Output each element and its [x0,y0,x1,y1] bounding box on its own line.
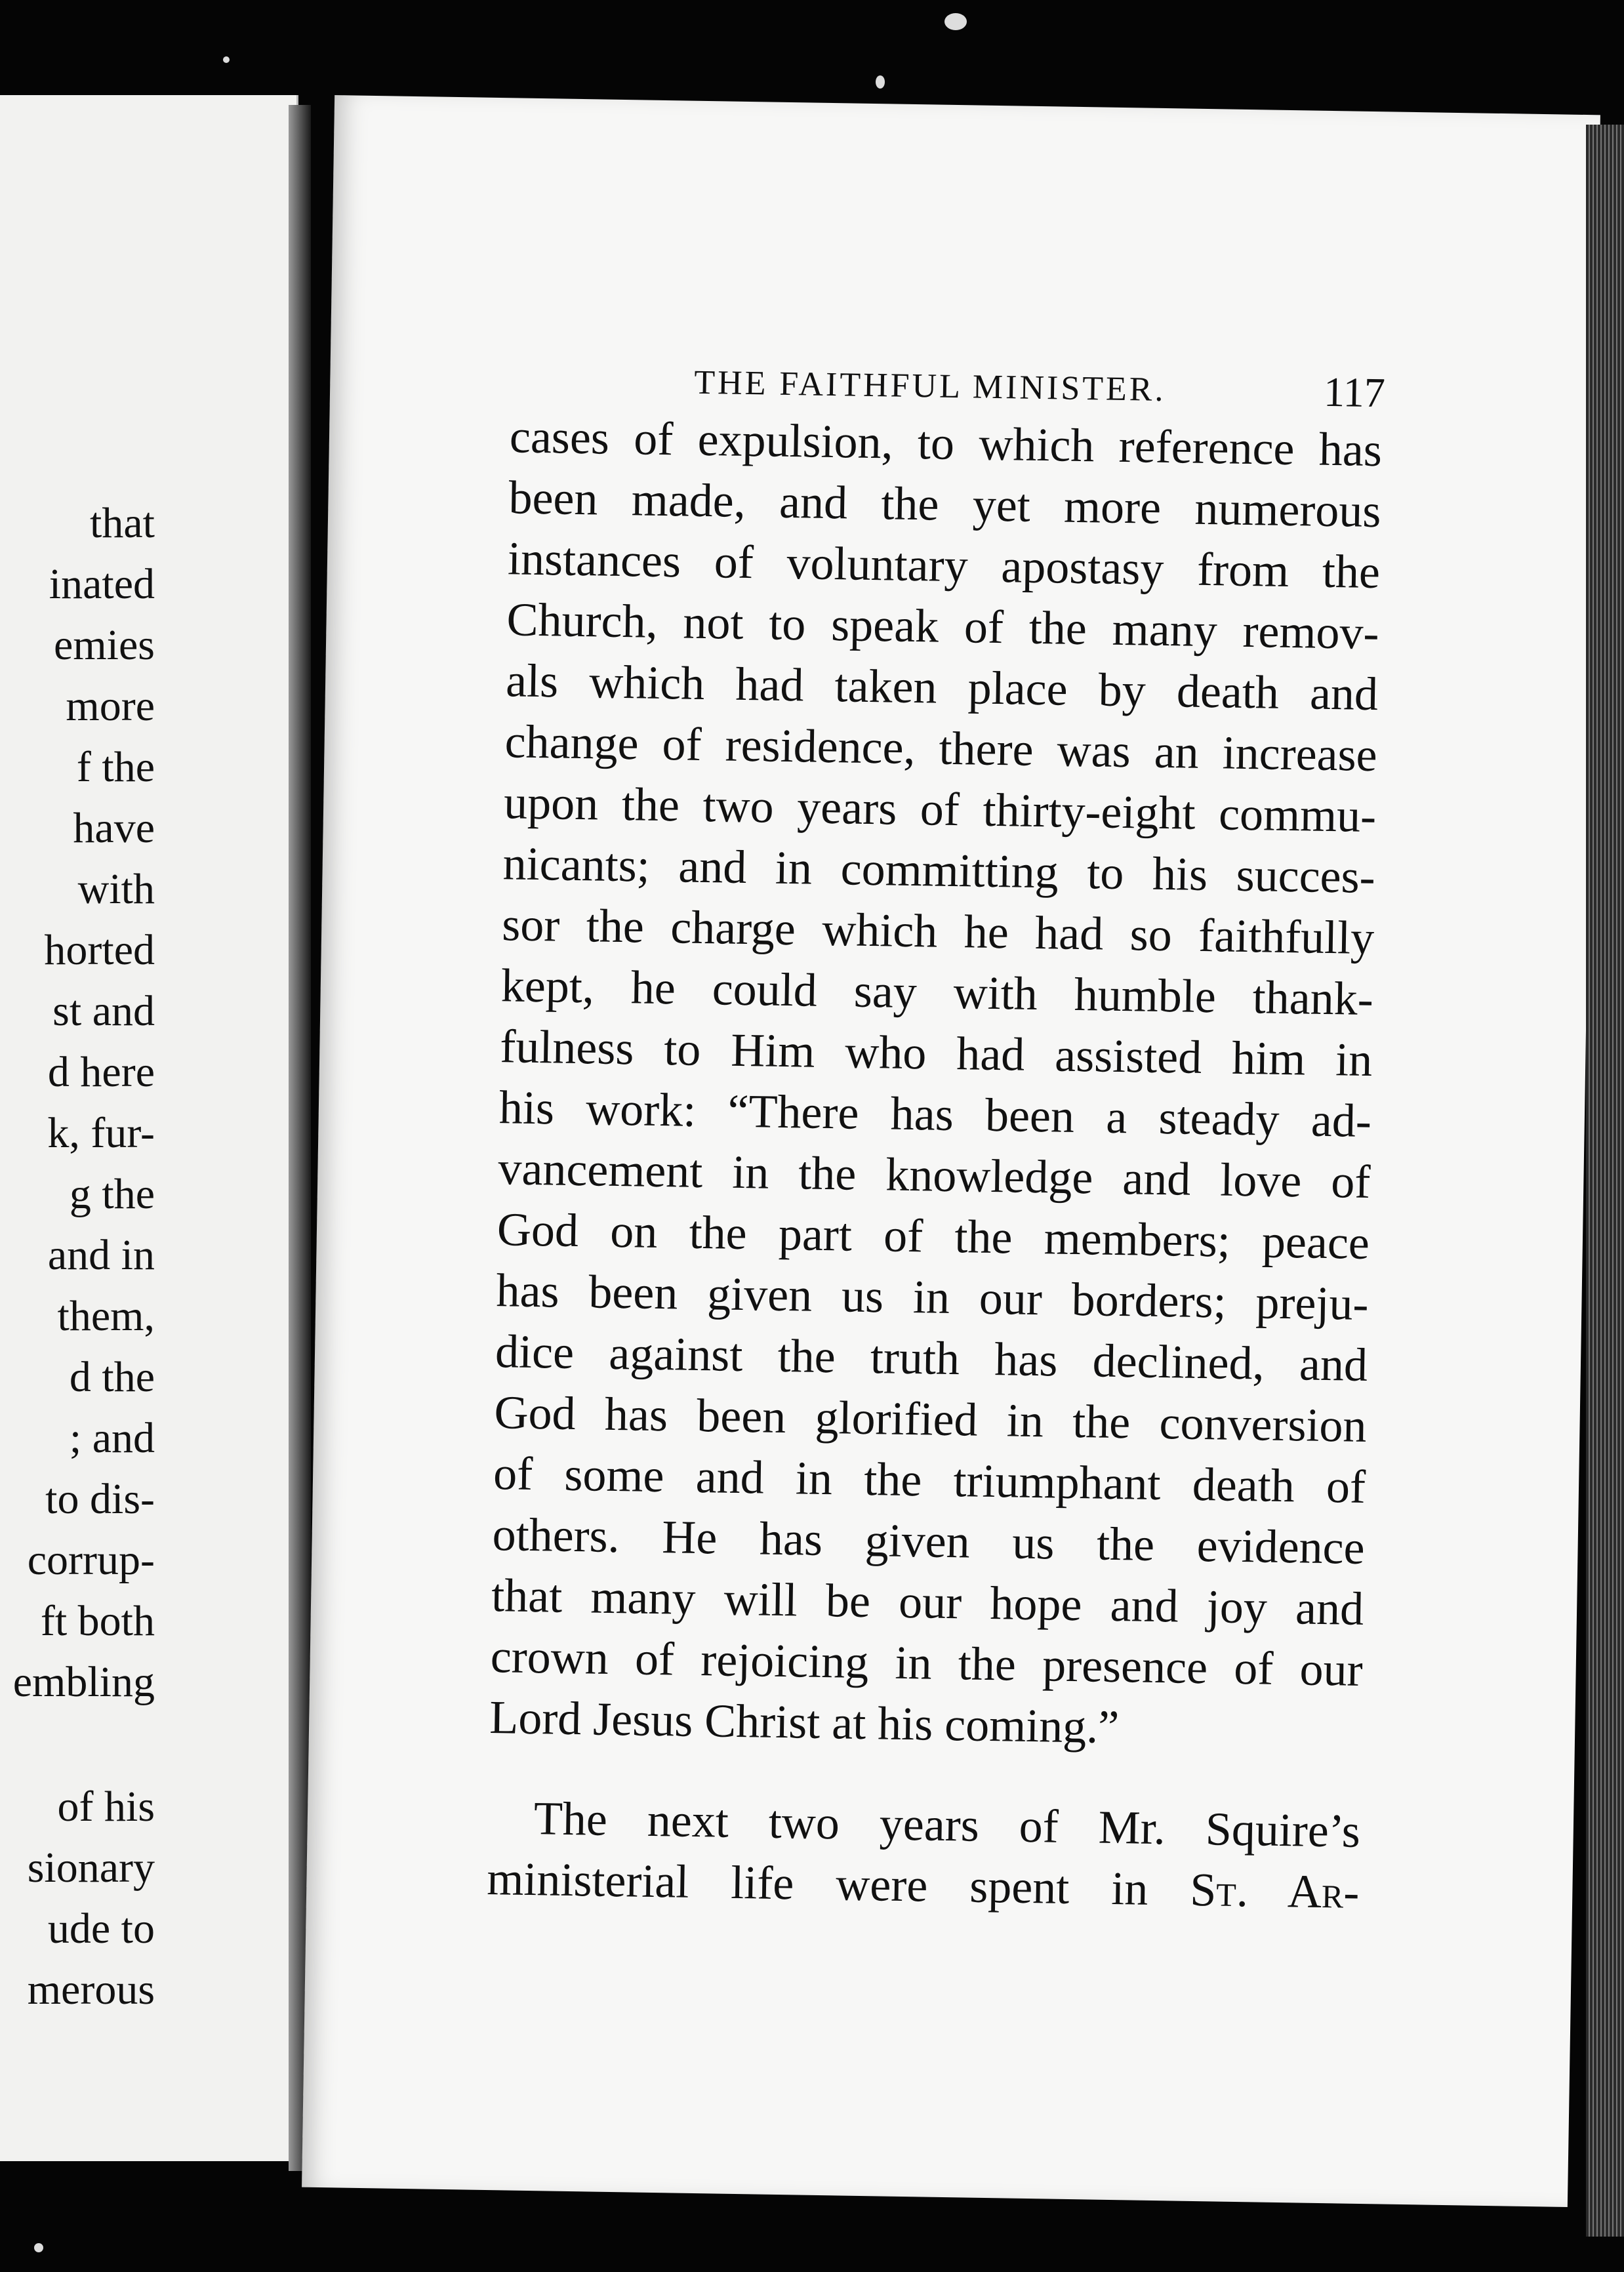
scan-speck [223,56,230,63]
facing-line: d here [47,1048,155,1096]
facing-line: merous [27,1966,155,2014]
text-line: crown of rejoicing in the presence of our [490,1630,1364,1696]
facing-line: more [66,682,155,730]
facing-line: them, [57,1292,155,1340]
facing-line: f the [76,743,155,791]
facing-line: emies [54,621,155,669]
text-line: change of residence, there was an increase [504,715,1378,782]
text-line: kept, he could say with humble thank- [500,959,1374,1026]
text-line: Church, not to speak of the many remov- [506,593,1380,660]
text-line: God has been glorified in the conversion [494,1386,1368,1452]
text-line: cases of expulsion, to which reference has [509,410,1383,477]
body-text [487,406,1383,1923]
facing-line: k, fur- [47,1109,155,1157]
facing-line: st and [52,987,155,1035]
facing-line: that [90,499,155,547]
text-line: been made, and the yet more numerous [508,471,1382,538]
text-line: that many will be our hope and joy and [491,1569,1364,1635]
text-line [487,1848,1360,1923]
facing-line: g the [69,1170,155,1218]
facing-line: ; and [69,1414,155,1462]
text-line: fulness to Him who had assisted him in [499,1020,1373,1087]
scan-speck [944,13,967,30]
text-line: others. He has given us the evidence [492,1508,1366,1574]
facing-line: of his [57,1783,155,1831]
facing-line: with [77,865,155,913]
facing-line: inated [49,560,155,608]
page-stack-edge [1586,125,1624,2237]
running-head: THE FAITHFUL MINISTER. [693,363,1166,409]
text-line: als which had taken place by death and [505,654,1379,721]
facing-line: horted [44,926,155,974]
facing-line: ude to [47,1905,155,1953]
text-line: his work: “There has been a steady ad- [498,1081,1372,1148]
text-line: instances of voluntary apostasy from the [507,532,1381,599]
facing-line: ft both [40,1597,155,1645]
facing-line: sionary [27,1844,155,1892]
facing-line: d the [69,1353,155,1401]
facing-page-left [0,95,298,2161]
text-line: dice against the truth has declined, and [495,1325,1368,1392]
scan-speck [876,75,885,89]
scan-speck [34,2243,43,2252]
text-line: nicants; and in committing to his succes- [502,837,1376,904]
text-line: God on the part of the members; peace [497,1203,1370,1270]
text-line: The next two years of Mr. Squire’s [533,1792,1361,1857]
page-number: 117 [1323,368,1386,416]
facing-line: to dis- [45,1475,155,1523]
facing-line: embling [12,1658,155,1706]
text-line: Lord Jesus Christ at his coming.” [489,1691,1120,1754]
text-line: vancement in the knowledge and love of [497,1142,1371,1209]
page-117 [302,95,1600,2207]
text-line: upon the two years of thirty-eight commu- [503,776,1377,843]
facing-line: have [73,804,155,852]
text-line: sor the charge which he had so faithfully [501,898,1375,965]
text-line: has been given us in our borders; preju- [495,1264,1370,1331]
text-line: of some and in the triumphant death of [493,1447,1366,1513]
text-fragment: ministerial life were spent in [486,1852,1191,1916]
place-name-smallcaps: St. Ar- [1189,1863,1360,1918]
facing-line: corrup- [27,1536,155,1584]
facing-line: and in [47,1231,155,1279]
